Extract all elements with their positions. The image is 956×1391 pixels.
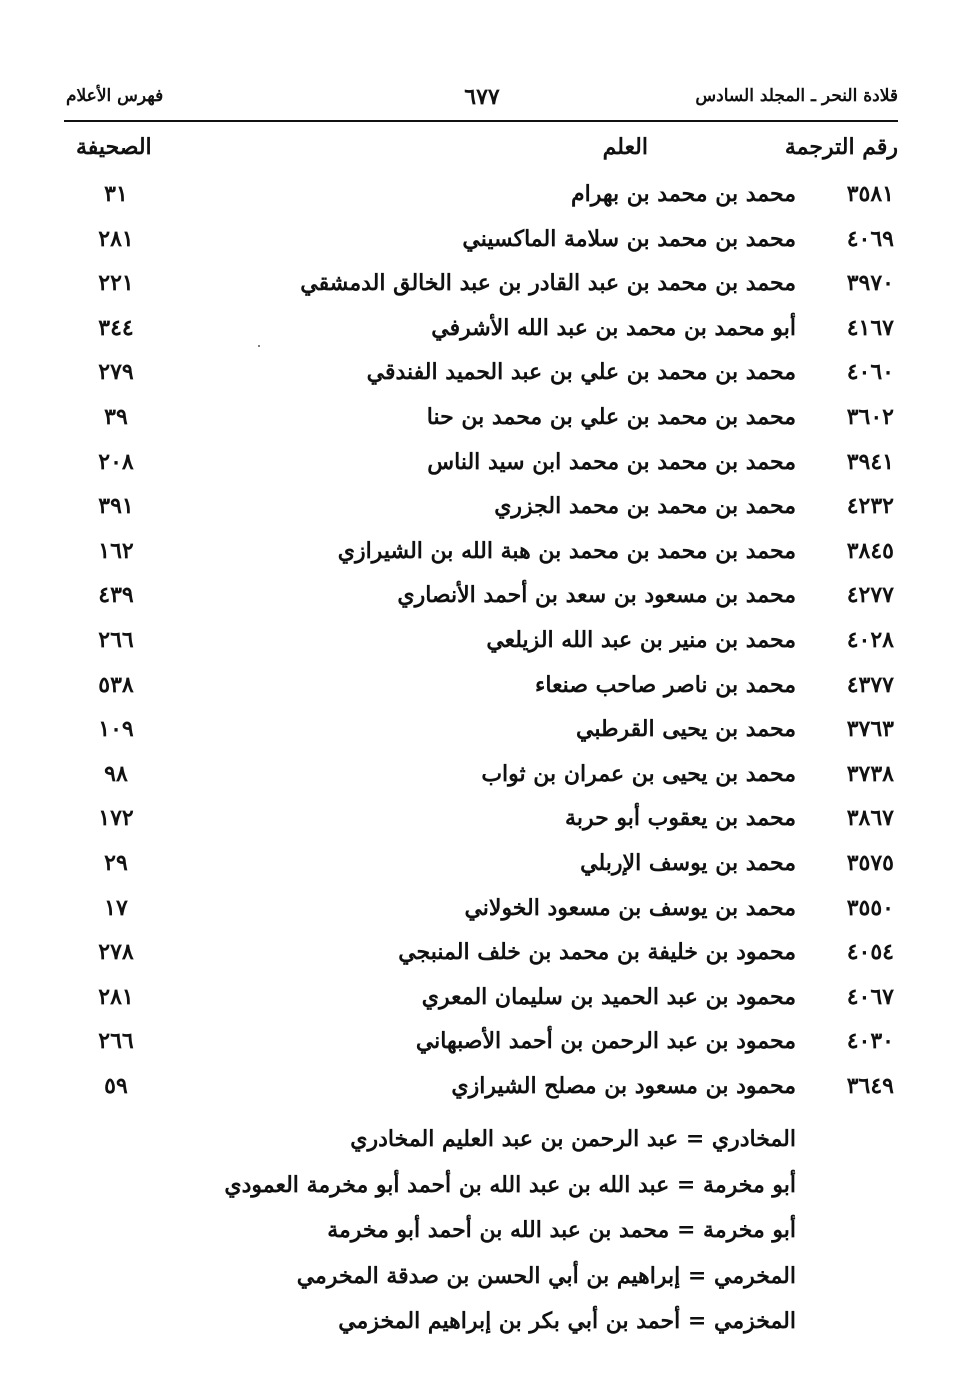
entry-page: ٢٩ <box>104 849 128 876</box>
index-entry <box>66 975 898 1020</box>
entry-page: ١٧٢ <box>98 805 134 832</box>
entry-name: محمد بن محمد بن محمد بن هبة الله بن الشيرازي <box>337 537 796 564</box>
entry-page: ٣١ <box>104 181 128 207</box>
entry-number: ٣٨٦٧ <box>846 805 894 832</box>
cross-references <box>66 1117 898 1345</box>
index-entry <box>66 350 898 395</box>
column-headings <box>66 134 898 170</box>
index-entries <box>66 172 898 1108</box>
book-title: قلادة النحر ـ المجلد السادس <box>695 86 898 106</box>
entry-name: محمد بن محمد بن سلامة الماكسيني <box>462 225 796 252</box>
index-entry <box>66 440 898 485</box>
index-entry <box>66 707 898 752</box>
entry-page: ٣٤٤ <box>98 314 134 341</box>
entry-name: محمد بن محمد بن عبد القادر بن عبد الخالق الدمشقي <box>300 270 796 297</box>
cross-reference-text: المخادري = عبد الرحمن بن عبد العليم المخادري <box>350 1126 796 1152</box>
entry-page: ٥٣٨ <box>98 671 134 698</box>
cross-reference-text: المخزمي = أحمد بن أبي بكر بن إبراهيم المخزمي <box>338 1308 796 1334</box>
entry-page: ٢٧٩ <box>98 359 134 386</box>
entry-number: ٣٧٣٨ <box>846 760 894 787</box>
cross-reference <box>66 1299 898 1345</box>
print-speck <box>258 345 260 347</box>
index-entry <box>66 529 898 574</box>
index-entry <box>66 306 898 351</box>
cross-reference <box>66 1117 898 1163</box>
entry-page: ١٦٢ <box>98 537 134 564</box>
index-entry <box>66 752 898 797</box>
entry-number: ٤١٦٧ <box>846 314 894 341</box>
entry-name: محمود بن خليفة بن محمد بن خلف المنبجي <box>398 939 796 966</box>
entry-number: ٣٥٧٥ <box>846 849 894 876</box>
entry-number: ٣٧٦٣ <box>846 716 894 743</box>
entry-number: ٤٠٦٠ <box>846 359 894 386</box>
index-entry <box>66 618 898 663</box>
index-entry <box>66 930 898 975</box>
entry-number: ٤٠٦٩ <box>846 225 894 252</box>
entry-number: ٤٠٥٤ <box>846 939 894 966</box>
entry-name: محمد بن محمد بن علي بن عبد الحميد الفندقي <box>366 359 796 386</box>
entry-name: محمد بن يوسف الإربلي <box>580 849 796 876</box>
running-header <box>66 86 898 116</box>
header-rule <box>64 120 898 122</box>
entry-name: محمد بن ناصر صاحب صنعاء <box>535 671 796 698</box>
entry-name: محمود بن عبد الرحمن بن أحمد الأصبهاني <box>415 1028 796 1055</box>
entry-page: ٣٩ <box>104 403 128 430</box>
entry-name: محمد بن يعقوب أبو حربة <box>565 805 796 832</box>
entry-name: محمد بن مسعود بن سعد بن أحمد الأنصاري <box>397 582 796 609</box>
column-heading-page: الصحيفة <box>76 134 152 160</box>
entry-number: ٣٥٥٠ <box>846 894 894 921</box>
entry-page: ١٧ <box>104 894 128 921</box>
entry-name: محمد بن محمد بن علي بن محمد بن حنا <box>426 403 796 430</box>
entry-name: محمد بن يوسف بن مسعود الخولاني <box>464 894 796 921</box>
entry-page: ٢٦٦ <box>98 1028 134 1055</box>
index-entry <box>66 484 898 529</box>
cross-reference <box>66 1208 898 1254</box>
entry-number: ٤٠٣٠ <box>846 1028 894 1055</box>
index-entry <box>66 663 898 708</box>
section-title: فهرس الأعلام <box>66 86 164 106</box>
entry-page: ٢٨١ <box>98 983 134 1010</box>
entry-number: ٤٢٧٧ <box>846 582 894 609</box>
entry-number: ٤٠٢٨ <box>846 626 894 653</box>
page-number: ٦٧٧ <box>464 84 500 110</box>
entry-name: محمد بن محمد بن محمد ابن سيد الناس <box>427 448 796 475</box>
entry-name: أبو محمد بن محمد بن عبد الله الأشرفي <box>431 314 796 341</box>
entry-page: ٣٩١ <box>98 493 134 520</box>
entry-number: ٣٩٧٠ <box>846 270 894 297</box>
entry-number: ٣٩٤١ <box>846 448 894 475</box>
entry-page: ٤٣٩ <box>98 582 134 609</box>
entry-name: محمد بن يحيى القرطبي <box>576 716 796 743</box>
index-entry <box>66 395 898 440</box>
index-entry <box>66 886 898 931</box>
entry-page: ٢٢١ <box>98 270 134 297</box>
entry-number: ٣٦٠٢ <box>846 403 894 430</box>
entry-number: ٤٢٣٢ <box>846 493 894 520</box>
index-entry <box>66 573 898 618</box>
entry-name: محمد بن محمد بن محمد الجزري <box>494 493 796 520</box>
index-entry <box>66 217 898 262</box>
cross-reference <box>66 1254 898 1300</box>
entry-page: ١٠٩ <box>98 716 134 743</box>
entry-number: ٣٨٤٥ <box>846 537 894 564</box>
entry-page: ٩٨ <box>104 760 128 787</box>
entry-page: ٢٦٦ <box>98 626 134 653</box>
column-heading-entry-number: رقم الترجمة <box>784 134 898 160</box>
index-entry <box>66 796 898 841</box>
cross-reference <box>66 1163 898 1209</box>
entry-name: محمد بن يحيى بن عمران بن ثواب <box>481 760 796 787</box>
index-entry <box>66 172 898 217</box>
index-entry <box>66 841 898 886</box>
cross-reference-text: أبو مخرمة = محمد بن عبد الله بن أحمد أبو مخرمة <box>327 1217 796 1243</box>
entry-number: ٣٥٨١ <box>846 181 894 207</box>
index-entry <box>66 1019 898 1064</box>
entry-page: ٢٨١ <box>98 225 134 252</box>
entry-name: محمد بن منير بن عبد الله الزيلعي <box>486 626 796 653</box>
entry-name: محمود بن عبد الحميد بن سليمان المعري <box>421 983 796 1010</box>
entry-name: محمد بن محمد بن بهرام <box>570 181 796 207</box>
entry-number: ٤٠٦٧ <box>846 983 894 1010</box>
entry-number: ٣٦٤٩ <box>846 1072 894 1099</box>
entry-page: ٢٠٨ <box>98 448 134 475</box>
entry-page: ٥٩ <box>104 1072 128 1099</box>
cross-reference-text: أبو مخرمة = عبد الله بن عبد الله بن أحمد أبو مخرمة العمودي <box>224 1171 796 1198</box>
entry-name: محمود بن مسعود بن مصلح الشيرازي <box>451 1072 796 1099</box>
cross-reference-text: المخرمي = إبراهيم بن أبي الحسن بن صدقة المخرمي <box>296 1262 796 1289</box>
column-heading-name: العلم <box>602 134 648 160</box>
entry-number: ٤٣٧٧ <box>846 671 894 698</box>
index-entry <box>66 261 898 306</box>
entry-page: ٢٧٨ <box>98 939 134 966</box>
index-entry <box>66 1064 898 1109</box>
